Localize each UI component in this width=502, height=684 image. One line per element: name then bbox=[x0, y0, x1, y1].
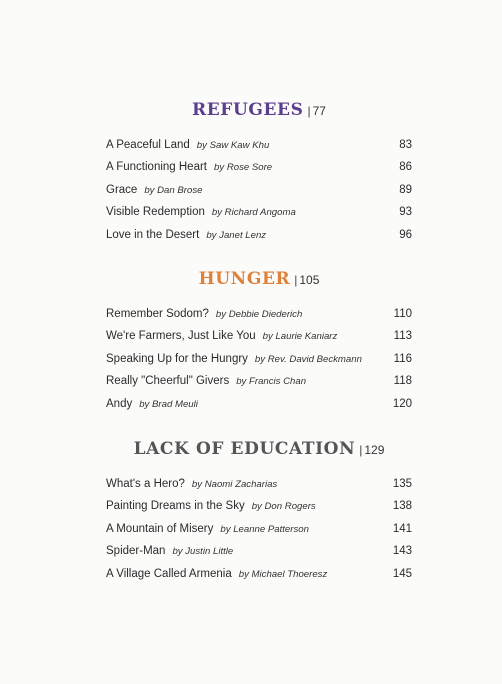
entry-page: 83 bbox=[399, 139, 412, 151]
entry-list bbox=[106, 473, 412, 585]
entry-page: 143 bbox=[392, 545, 412, 558]
section-page-number: 105 bbox=[299, 273, 320, 287]
entry-author: by Don Rogers bbox=[251, 501, 316, 513]
entry-list bbox=[106, 134, 412, 246]
entry-author: by Rev. David Beckmann bbox=[254, 353, 362, 365]
toc-entry[interactable] bbox=[106, 495, 412, 517]
toc-entry[interactable] bbox=[106, 325, 412, 347]
entry-title: Love in the Desert bbox=[106, 228, 200, 241]
toc-entry[interactable] bbox=[106, 179, 412, 201]
toc-entry[interactable] bbox=[106, 348, 412, 370]
entry-title: A Village Called Armenia bbox=[106, 567, 232, 580]
entry-author: by Janet Lenz bbox=[206, 229, 267, 241]
entry-author: by Francis Chan bbox=[236, 376, 307, 388]
toc-entry[interactable] bbox=[106, 540, 412, 562]
toc-entry[interactable] bbox=[106, 134, 412, 156]
heading-separator: | bbox=[307, 104, 311, 118]
entry-title: Really "Cheerful" Givers bbox=[106, 375, 230, 388]
entry-page: 113 bbox=[393, 330, 412, 343]
toc-entry[interactable] bbox=[106, 518, 412, 540]
entry-title: Visible Redemption bbox=[106, 206, 205, 219]
toc-entry[interactable] bbox=[106, 370, 412, 392]
entry-title: Painting Dreams in the Sky bbox=[106, 500, 245, 513]
entry-author: by Naomi Zacharias bbox=[191, 479, 278, 490]
entry-page: 96 bbox=[399, 228, 412, 241]
toc-entry[interactable] bbox=[106, 393, 412, 415]
entry-page: 116 bbox=[393, 352, 412, 365]
entry-title: Spider-Man bbox=[106, 545, 166, 558]
entry-title: We're Farmers, Just Like You bbox=[106, 330, 256, 343]
entry-list bbox=[106, 303, 412, 415]
toc-entry[interactable] bbox=[106, 473, 412, 495]
entry-page: 135 bbox=[392, 478, 412, 490]
entry-title: A Peaceful Land bbox=[106, 139, 190, 151]
entry-title: Grace bbox=[106, 183, 138, 196]
entry-author: by Richard Angoma bbox=[211, 207, 296, 219]
section-heading bbox=[106, 268, 412, 290]
entry-page: 118 bbox=[393, 375, 412, 388]
entry-author: by Leanne Patterson bbox=[220, 523, 309, 535]
toc-entry[interactable] bbox=[106, 156, 412, 178]
toc-entry[interactable] bbox=[106, 224, 412, 246]
entry-author: by Debbie Diederich bbox=[215, 309, 303, 320]
entry-page: 138 bbox=[392, 500, 412, 513]
entry-page: 110 bbox=[393, 308, 412, 320]
toc-entry[interactable] bbox=[106, 303, 412, 325]
entry-page: 93 bbox=[399, 206, 412, 219]
toc-entry[interactable] bbox=[106, 563, 412, 585]
entry-author: by Michael Thoeresz bbox=[238, 568, 328, 580]
entry-page: 141 bbox=[392, 522, 412, 535]
entry-author: by Brad Meuli bbox=[139, 398, 198, 410]
entry-author: by Justin Little bbox=[172, 546, 234, 558]
entry-page: 120 bbox=[392, 397, 412, 410]
section-heading bbox=[106, 99, 412, 121]
section-refugees bbox=[106, 99, 412, 246]
entry-author: by Dan Brose bbox=[144, 184, 203, 196]
entry-title: A Functioning Heart bbox=[106, 161, 208, 174]
entry-author: by Laurie Kaniarz bbox=[262, 331, 338, 343]
entry-page: 89 bbox=[399, 183, 412, 196]
entry-title: Speaking Up for the Hungry bbox=[106, 352, 248, 365]
entry-title: Remember Sodom? bbox=[106, 308, 209, 320]
section-title: REFUGEES bbox=[192, 100, 304, 120]
section-hunger bbox=[106, 268, 412, 415]
entry-page: 86 bbox=[399, 161, 412, 174]
entry-title: Andy bbox=[106, 397, 133, 410]
entry-title: A Mountain of Misery bbox=[106, 522, 214, 535]
section-page-number: 77 bbox=[312, 104, 326, 118]
section-page-number: 129 bbox=[364, 443, 385, 457]
section-title: HUNGER bbox=[198, 269, 291, 289]
toc-entry[interactable] bbox=[106, 201, 412, 223]
section-heading bbox=[106, 438, 412, 460]
entry-author: by Saw Kaw Khu bbox=[196, 140, 270, 151]
section-lack-of-education bbox=[106, 438, 412, 585]
heading-separator: | bbox=[359, 443, 363, 457]
section-title: LACK OF EDUCATION bbox=[133, 439, 356, 459]
heading-separator: | bbox=[294, 273, 298, 287]
entry-page: 145 bbox=[392, 567, 412, 580]
entry-author: by Rose Sore bbox=[214, 162, 273, 174]
entry-title: What's a Hero? bbox=[106, 478, 185, 490]
